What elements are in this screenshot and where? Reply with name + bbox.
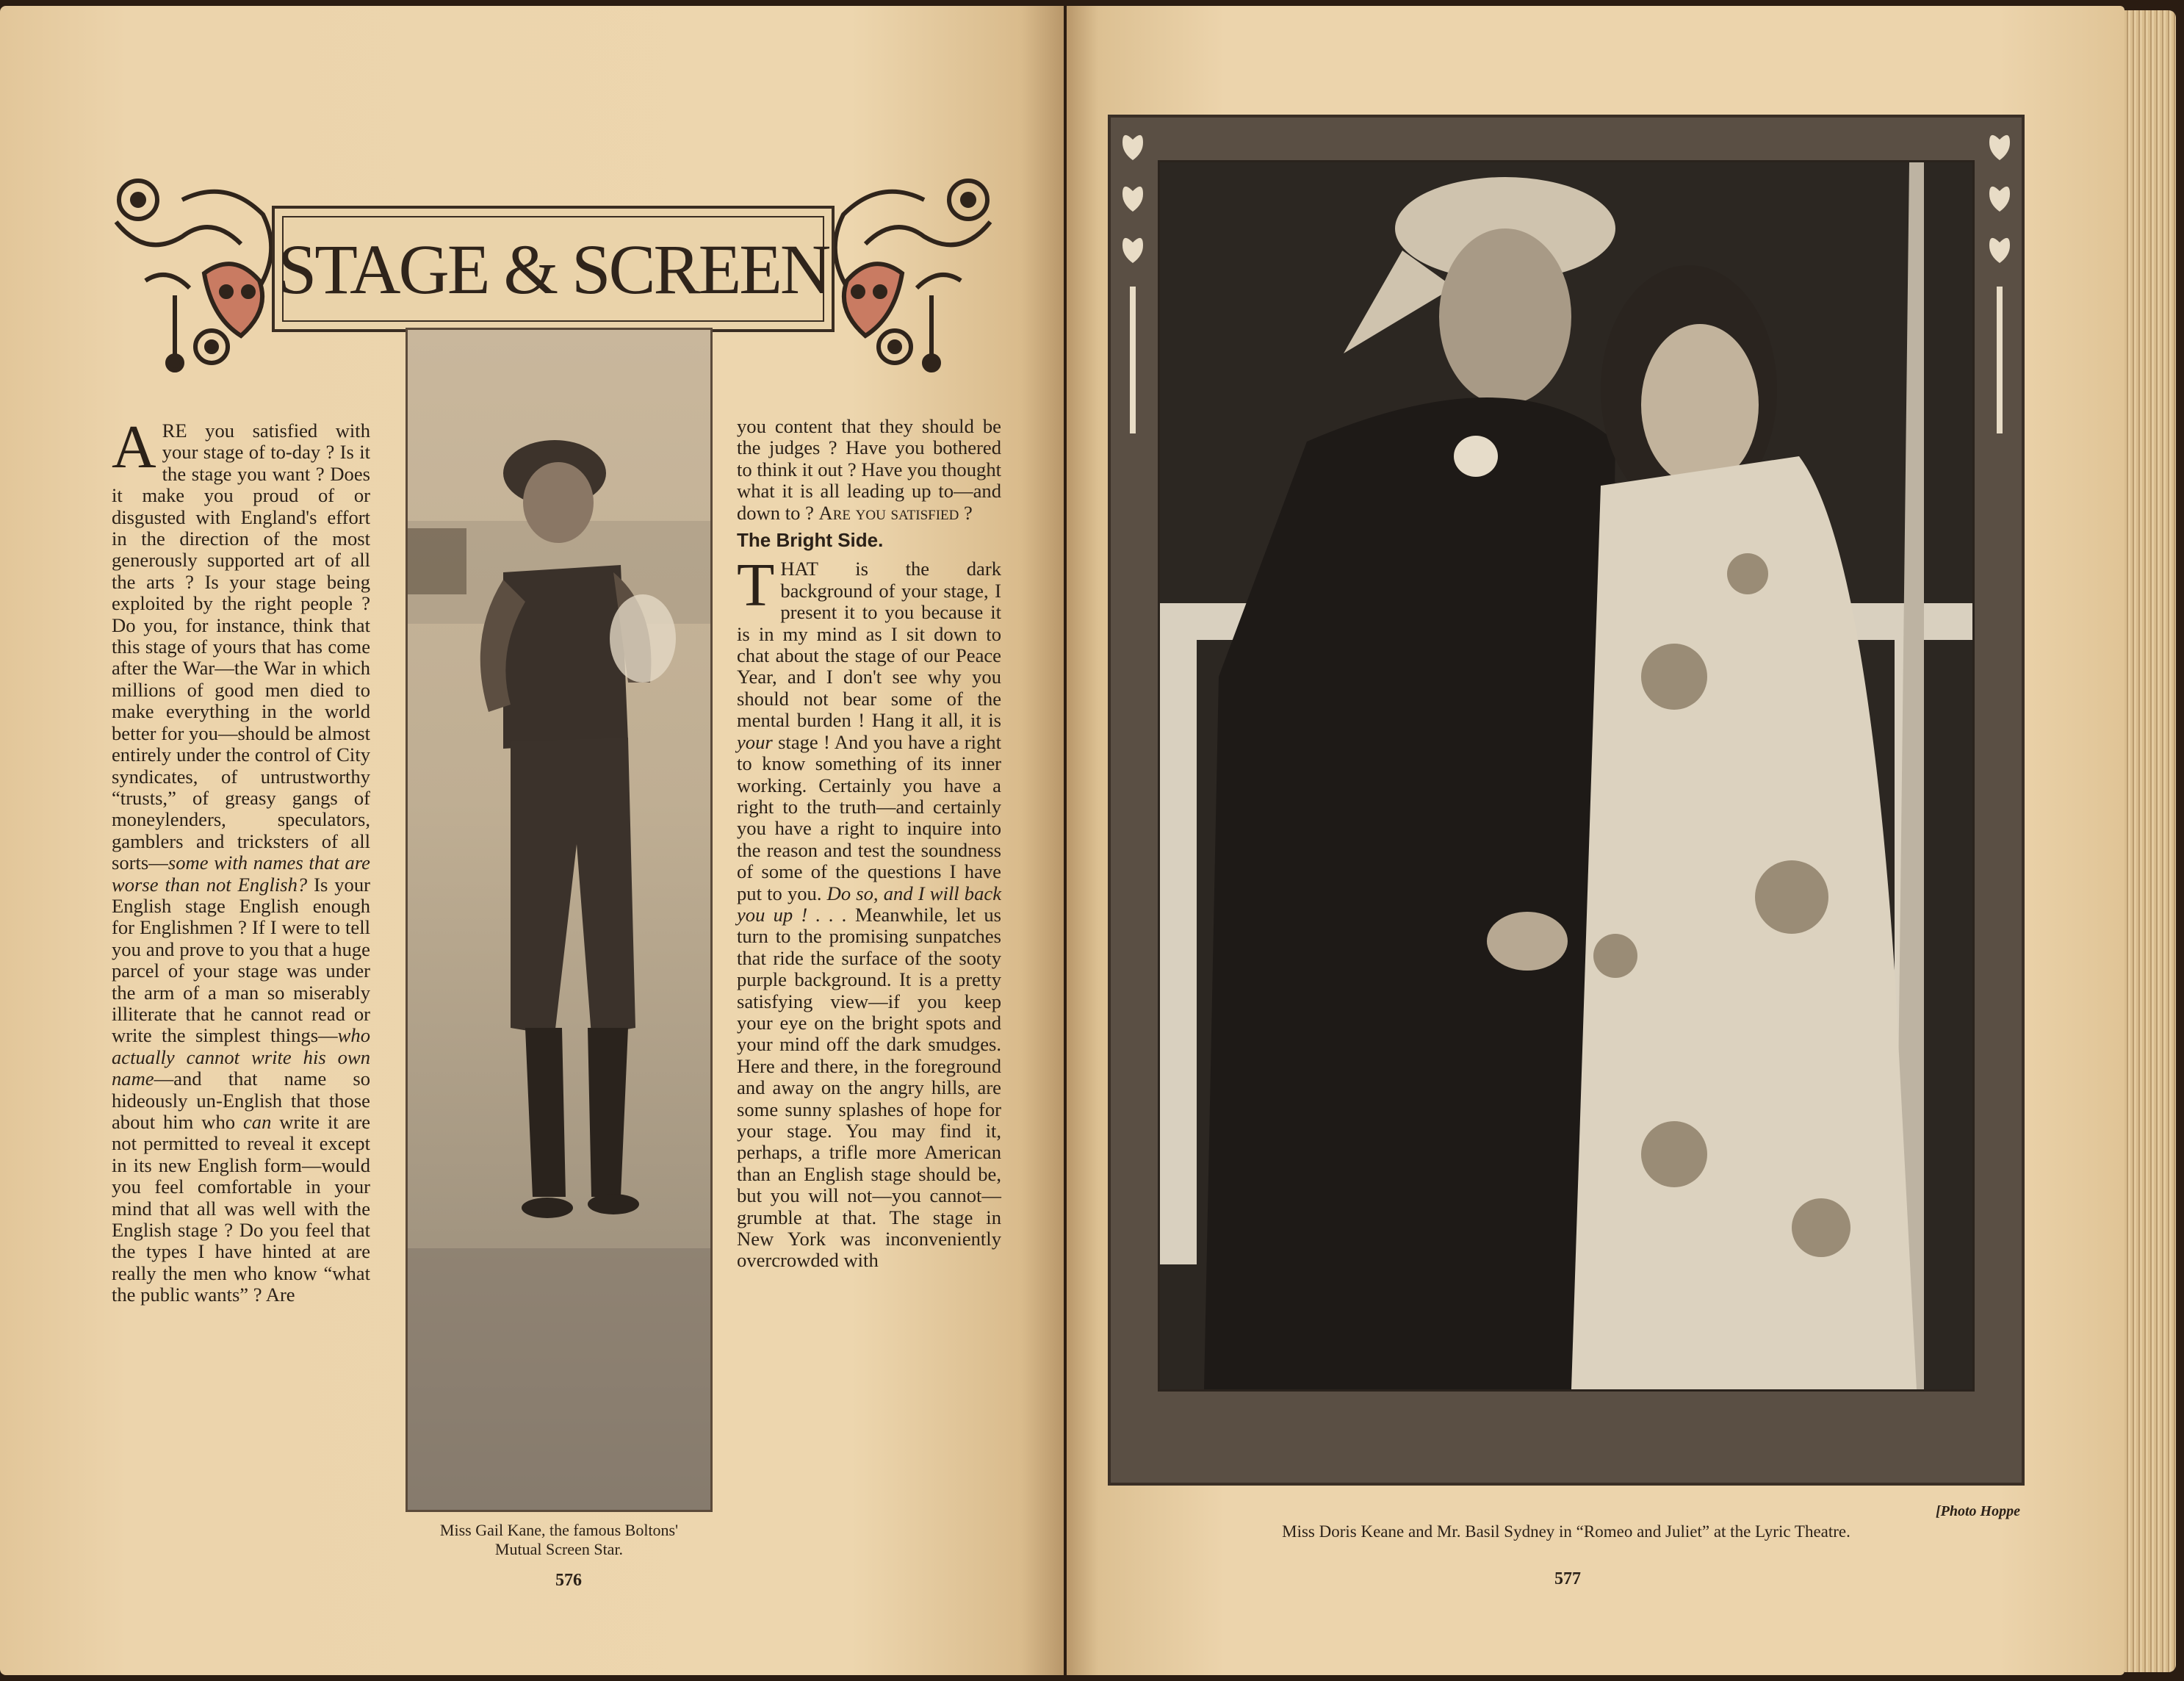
col1-italic-3: can	[242, 1111, 272, 1133]
col1-text-2: Is your English stage English enough for Englishmen ? If I were to tell you and prove to you that a huge parcel of your stage was under the arm of a man so miserably illiterate that he cannot read or write the simplest things—	[112, 873, 370, 1047]
caption-left: Miss Gail Kane, the famous Boltons' Mutual Screen Star.	[439, 1521, 679, 1558]
floral-ornament-right-icon	[807, 170, 1005, 376]
col2-italic-1: your	[737, 730, 773, 753]
col1-text-3: —and that name so hideously un-English that those about him who	[112, 1068, 370, 1133]
photo-gail-kane	[406, 328, 713, 1512]
floral-ornament-left-icon	[101, 170, 300, 376]
couple-portrait-icon	[1160, 162, 1972, 1389]
col2-small-caps: Are you satisfied ?	[818, 501, 973, 524]
woman-in-bathing-costume-icon	[408, 330, 710, 1510]
col1-italic-1: some with names that are worse than not English?	[112, 852, 370, 896]
col2-text-1: you content that they should be the judges ? Have you bothered to think it out ? Have you thought what it is all leading up to—and down to ?	[737, 415, 1001, 524]
col1-text: RE you satisfied with your stage of to-day ? Is it the stage you want ? Does it make you proud of or disgusted with England's effort in the direction of the most generously supported art of all the arts ? Is your stage being exploited by the right people ? Do you, for instance, think that this stage of yours that has come after the War—the War in which millions of good men died to make everything in the world better for you—should be almost entirely under the control of City syndicates, of untrustworthy “trusts,” of greasy gangs of moneylenders, speculators, gamblers and tricksters of all sorts—	[112, 420, 370, 874]
col2-text-4: Meanwhile, let us turn to the promising sunpatches that ride the surface of the sooty purple background. It is a pretty satisfying view—if you keep your eye on the bright spots and your mind off the dark smudges. Here and there, in the foreground and away on the angry hills, are some sunny splashes of hope for your stage. You may find it, perhaps, a trifle more American than an English stage should be, but you will not—you cannot—grumble at that. The stage in New York was inconveniently overcrowded with	[737, 903, 1001, 1272]
drop-cap-t: T	[737, 551, 775, 620]
caption-right: Miss Doris Keane and Mr. Basil Sydney in “Romeo and Juliet” at the Lyric Theatre.	[1282, 1522, 1850, 1541]
masthead-title-box	[272, 206, 835, 332]
col2-text-2: HAT is the dark background of your stage, I present it to you because it is in my mind as I sit down to chat about the stage of our Peace Year, and I don't see why you should not bear some of the mental burden ! Hang it all, it is	[737, 558, 1001, 732]
col2-italic-2: Do so, and I will back you up ! . . .	[737, 882, 1002, 926]
photo-credit: [Photo Hoppe	[1936, 1503, 2020, 1519]
photo-romeo-and-juliet	[1158, 160, 1975, 1392]
col1-italic-2: who actually cannot write his own name	[112, 1024, 370, 1090]
article-column-2	[737, 416, 1001, 1272]
page-number-right: 577	[1554, 1569, 1581, 1588]
col1-text-4: write it are not permitted to reveal it except in its new English form—would you feel comfortable in your mind that all was well with the English stage ? Do you feel that the types I have hinted at are really the men who know “what the public wants” ? Are	[112, 1111, 370, 1306]
subheading-bright-side: The Bright Side.	[737, 529, 884, 552]
page-edges	[2124, 10, 2176, 1672]
masthead-title: STAGE & SCREEN	[277, 229, 829, 309]
drop-cap-a: A	[112, 413, 156, 481]
col2-text-3: stage ! And you have a right to know something of its inner working. Certainly you have a right to the truth—and certainly you have a right to inquire into the reason and test the soundness of some of the questions I have put to you.	[737, 730, 1001, 904]
page-number-left: 576	[555, 1571, 582, 1590]
article-column-1	[112, 413, 370, 1306]
